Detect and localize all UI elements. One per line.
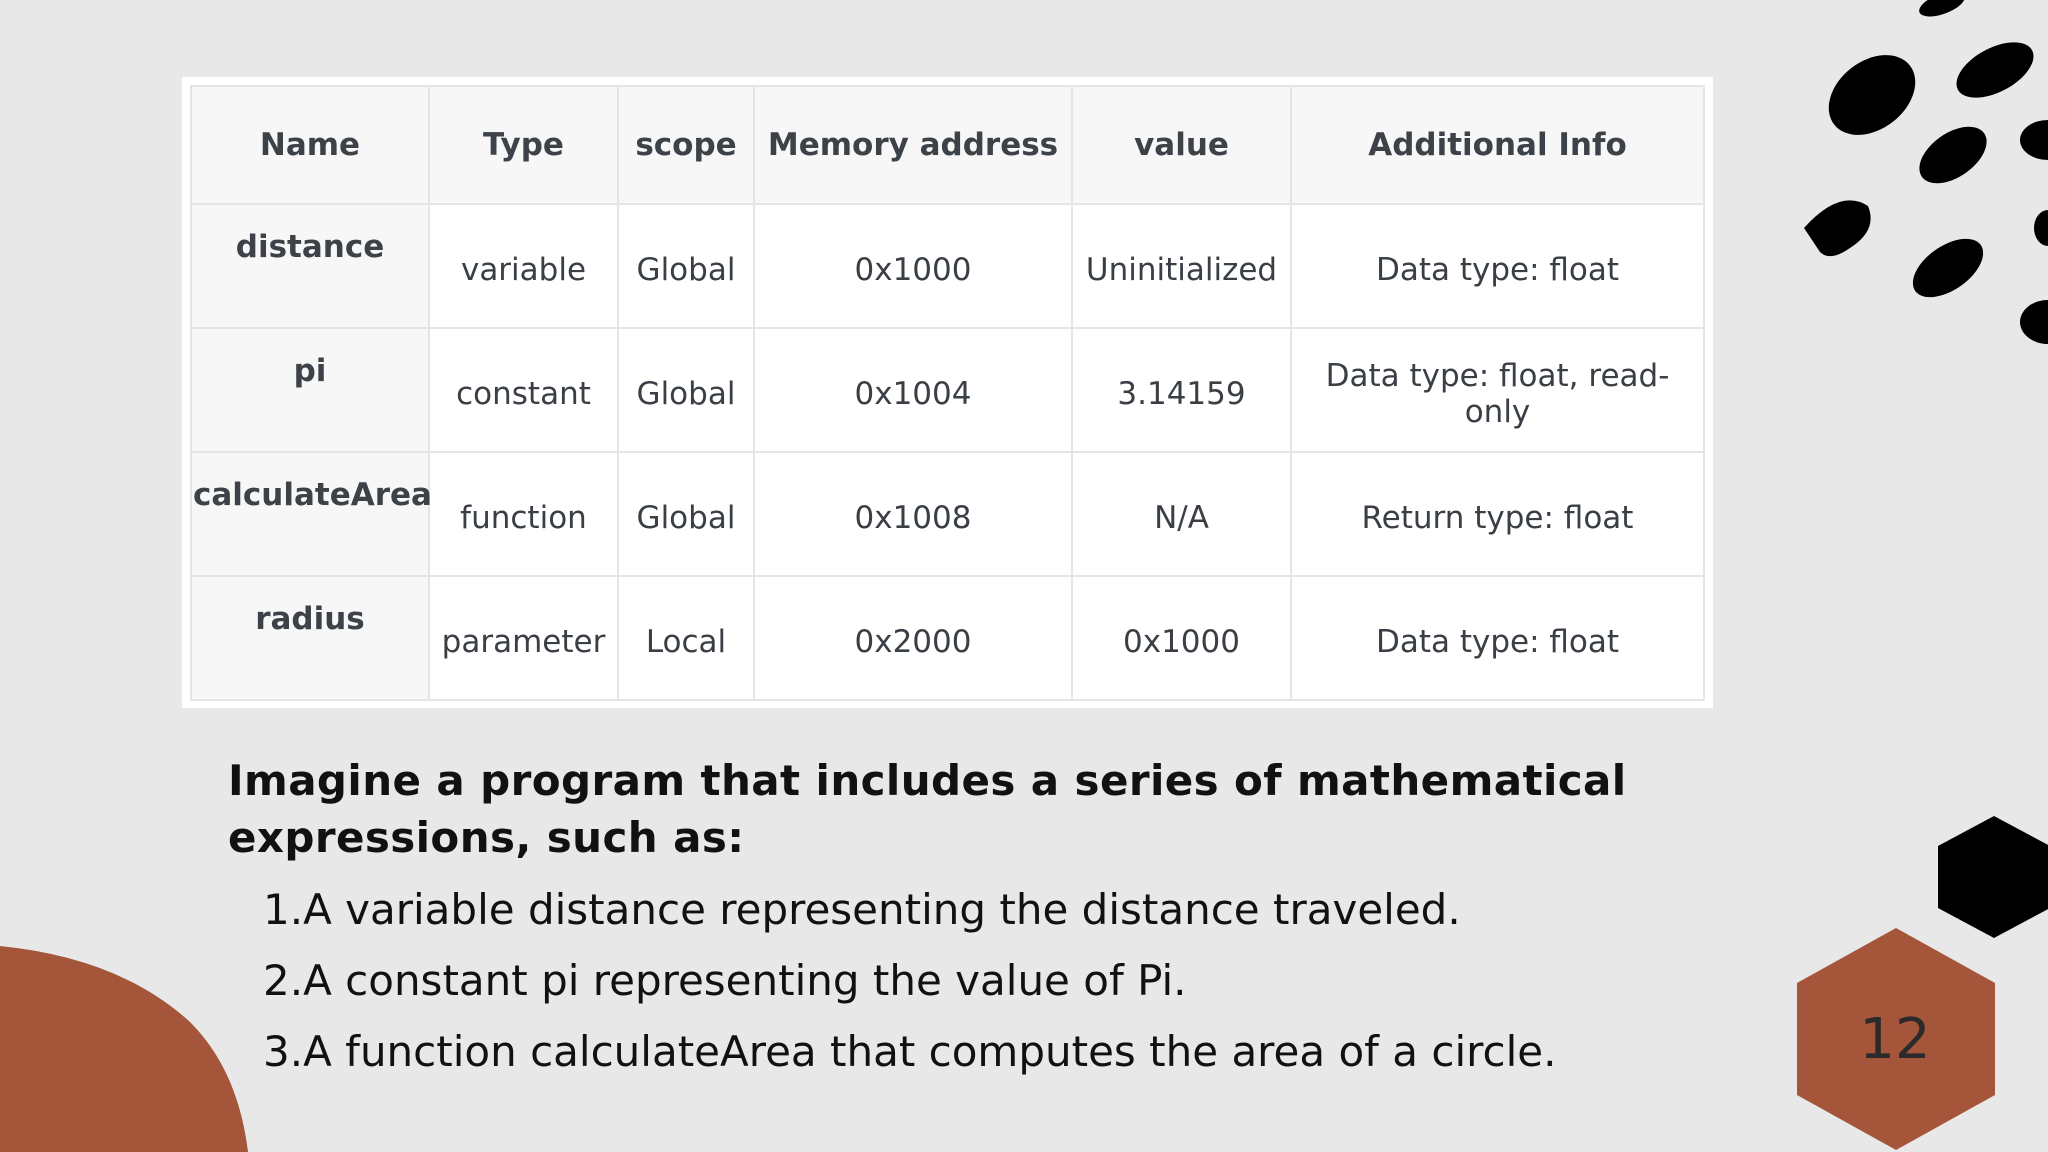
header-type: Type xyxy=(429,86,618,204)
cell-info: Data type: float xyxy=(1291,204,1704,328)
dot-shape xyxy=(2020,300,2048,344)
cell-scope: Global xyxy=(618,328,754,452)
cell-address: 0x1004 xyxy=(754,328,1072,452)
cell-scope: Local xyxy=(618,576,754,700)
list-item: 1.A variable distance representing the distance traveled. xyxy=(263,885,1461,934)
cell-address: 0x1008 xyxy=(754,452,1072,576)
cell-name: distance xyxy=(191,204,429,328)
cell-name: calculateArea xyxy=(191,452,429,576)
cell-value: 3.14159 xyxy=(1072,328,1291,452)
table-row xyxy=(191,576,1704,700)
cell-name: radius xyxy=(191,576,429,700)
header-additional-info: Additional Info xyxy=(1291,86,1704,204)
list-item: 2.A constant pi representing the value of Pi. xyxy=(263,956,1187,1005)
cell-address: 0x1000 xyxy=(754,204,1072,328)
cell-type: constant xyxy=(429,328,618,452)
dot-shape xyxy=(1804,200,1871,256)
symbol-table-container xyxy=(182,77,1713,708)
dot-shape xyxy=(2020,120,2048,160)
intro-paragraph: Imagine a program that includes a series of mathematical expressions, such as: xyxy=(228,756,1627,862)
symbol-table xyxy=(190,85,1705,701)
cell-type: function xyxy=(429,452,618,576)
points-list xyxy=(263,874,1848,1087)
table-header-row xyxy=(191,86,1704,204)
cell-value: 0x1000 xyxy=(1072,576,1291,700)
table-row xyxy=(191,204,1704,328)
table-row xyxy=(191,328,1704,452)
cell-scope: Global xyxy=(618,452,754,576)
decorative-dots xyxy=(1780,0,2048,360)
header-value: value xyxy=(1072,86,1291,204)
cell-name: pi xyxy=(191,328,429,452)
decorative-blob xyxy=(0,940,260,1152)
cell-info: Data type: float xyxy=(1291,576,1704,700)
header-name: Name xyxy=(191,86,429,204)
header-memory-address: Memory address xyxy=(754,86,1072,204)
cell-info: Return type: float xyxy=(1291,452,1704,576)
cell-value: Uninitialized xyxy=(1072,204,1291,328)
table-row xyxy=(191,452,1704,576)
list-item: 3.A function calculateArea that computes the area of a circle. xyxy=(263,1027,1557,1076)
dot-shape xyxy=(1813,39,1931,152)
header-scope: scope xyxy=(618,86,754,204)
dot-shape xyxy=(1909,115,1996,195)
cell-type: variable xyxy=(429,204,618,328)
slide-text xyxy=(228,752,1848,1087)
dot-shape xyxy=(2034,210,2048,246)
cell-type: parameter xyxy=(429,576,618,700)
cell-address: 0x2000 xyxy=(754,576,1072,700)
dot-shape xyxy=(1948,31,2043,109)
cell-scope: Global xyxy=(618,204,754,328)
page-number: 12 xyxy=(1859,1007,1931,1072)
dot-shape xyxy=(1903,227,1994,309)
dot-shape xyxy=(1916,0,1968,22)
cell-value: N/A xyxy=(1072,452,1291,576)
cell-info: Data type: float, read-only xyxy=(1291,328,1704,452)
